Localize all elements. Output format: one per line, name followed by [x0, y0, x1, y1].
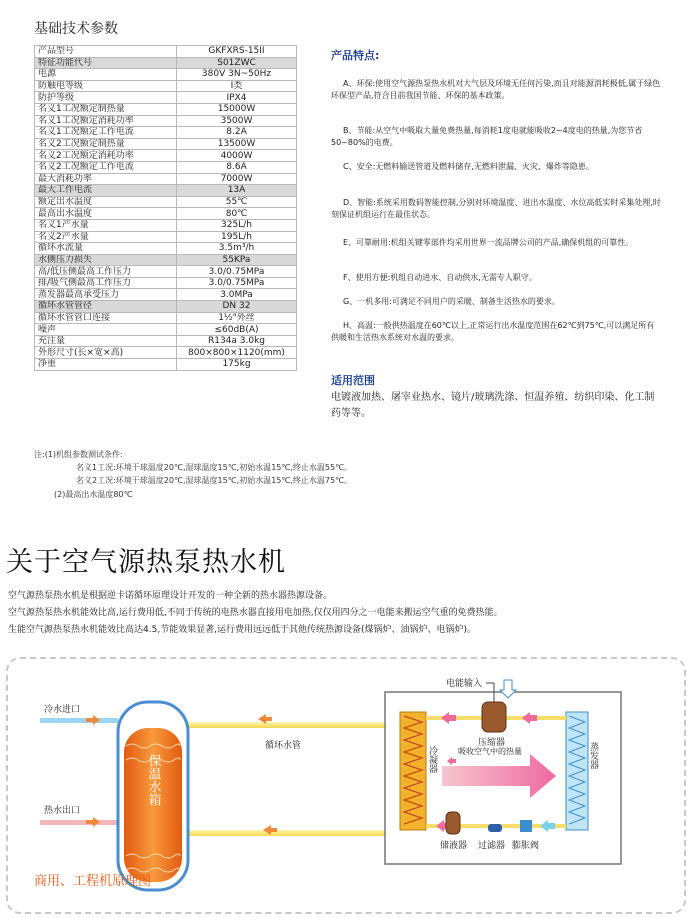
spec-row: [35, 312, 297, 324]
feature-e: E、可靠耐用:机组关键零部件均采用世界一流品牌公司的产品,确保机组的可靠性。: [343, 238, 634, 247]
spec-row: [35, 57, 297, 69]
spec-row: [35, 46, 297, 58]
spec-value: 8.6A: [177, 161, 297, 173]
spec-label: 名义1工况额定工作电流: [35, 127, 177, 139]
cold-in-arrow: [86, 715, 100, 725]
spec-row: [35, 335, 297, 347]
spec-row: [35, 359, 297, 371]
spec-label: 名义2工况额定消耗功率: [35, 150, 177, 162]
spec-label: 名义1工况额定制热量: [35, 103, 177, 115]
spec-value: 13A: [177, 185, 297, 197]
power-input-label: 电能输入: [446, 679, 483, 689]
feature-c: C、安全:无燃料输送管道及燃料储存,无燃料泄漏、火灾、爆炸等隐患。: [343, 162, 594, 171]
diagram-caption: 商用、工程机原理图: [34, 874, 152, 889]
spec-label: 水侧压力损失: [35, 254, 177, 266]
compressor-label: 压缩器: [478, 738, 506, 748]
spec-label: 名义2工况额定工作电流: [35, 161, 177, 173]
spec-value: 175kg: [177, 359, 297, 371]
spec-value: 3.0MPa: [177, 289, 297, 301]
spec-value: 7000W: [177, 173, 297, 185]
spec-label: 名义2工况额定制热量: [35, 138, 177, 150]
feature-h: H、高温:一般供热温度在60℃以上,正常运行出水温度范围在62℃到75℃,可以满足所有供暖和生活热水系统对水温的要求。: [331, 321, 655, 342]
spec-label: 循环水管管口连接: [35, 312, 177, 324]
spec-label: 外形尺寸(长×宽×高): [35, 347, 177, 359]
application-text: 电镀液加热、屠宰业热水、镜片/玻璃洗涤、恒温养殖、纺织印染、化工制药等等。: [331, 392, 655, 419]
spec-row: [35, 196, 297, 208]
spec-row: [35, 161, 297, 173]
hot-water-pipe: [40, 820, 118, 825]
features-title: 产品特点:: [331, 49, 380, 62]
spec-value: IPX4: [177, 92, 297, 104]
spec-value: 3.0/0.75MPa: [177, 266, 297, 278]
spec-row: [35, 254, 297, 266]
spec-row: [35, 266, 297, 278]
spec-row: [35, 150, 297, 162]
spec-value: 13500W: [177, 138, 297, 150]
compressor: [482, 702, 506, 732]
spec-label: 名义2产水量: [35, 231, 177, 243]
spec-value: 800×800×1120(mm): [177, 347, 297, 359]
spec-label: 噪声: [35, 324, 177, 336]
spec-value: 80℃: [177, 208, 297, 220]
spec-value: DN 32: [177, 301, 297, 313]
spec-value: 325L/h: [177, 219, 297, 231]
spec-row: [35, 127, 297, 139]
spec-label: 防触电等级: [35, 80, 177, 92]
spec-label: 最高出水温度: [35, 208, 177, 220]
spec-label: 额定出水温度: [35, 196, 177, 208]
filter-label: 过滤器: [478, 841, 506, 851]
air-heat-label: 吸收空气中的热量: [458, 747, 522, 756]
spec-label: 循环水流量: [35, 243, 177, 255]
spec-value: 8.2A: [177, 127, 297, 139]
spec-label: 净重: [35, 359, 177, 371]
feature-a: A、环保:使用空气源热泵热水机对大气层及环境无任何污染,而且对能源消耗极低,属于绿色环保型产品,符合目前我国节能、环保的基本政策。: [331, 79, 661, 100]
spec-row: [35, 185, 297, 197]
note-line-3: 名义2工况:环境干球温度20℃,湿球温度15℃,初始水温15℃,终止水温75℃。: [76, 476, 353, 485]
cold-water-inlet-label: 冷水进口: [44, 705, 81, 715]
spec-row: [35, 138, 297, 150]
evaporator-label: 蒸发器: [588, 742, 598, 769]
spec-value: ≤60dB(A): [177, 324, 297, 336]
spec-value: 195L/h: [177, 231, 297, 243]
note-line-2: 名义1工况:环境干球温度20℃,湿球温度15℃,初始水温15℃,终止水温55℃。: [76, 463, 353, 472]
spec-row: [35, 231, 297, 243]
spec-value: I类: [177, 80, 297, 92]
spec-value: 1½"外丝: [177, 312, 297, 324]
spec-value: 55KPa: [177, 254, 297, 266]
expansion-valve-label: 膨胀阀: [512, 841, 540, 851]
spec-row: [35, 80, 297, 92]
spec-label: 蒸发器最高承受压力: [35, 289, 177, 301]
feature-b: B、节能:从空气中吸取大量免费热量,每消耗1度电就能吸收2~4度电的热量,为您节省50~80%的电费。: [331, 126, 643, 147]
spec-label: 特征功能代号: [35, 57, 177, 69]
spec-table: [34, 45, 297, 371]
spec-row: [35, 277, 297, 289]
spec-value: 15000W: [177, 103, 297, 115]
about-title: 关于空气源热泵热水机: [6, 547, 286, 578]
hot-water-outlet-label: 热水出口: [44, 806, 81, 816]
spec-value: GKFXRS-15II: [177, 46, 297, 58]
spec-label: 高/低压侧最高工作压力: [35, 266, 177, 278]
spec-value: R134a 3.0kg: [177, 335, 297, 347]
spec-row: [35, 69, 297, 81]
note-line-1: 注:(1)机组参数测试条件:: [34, 450, 123, 459]
spec-row: [35, 115, 297, 127]
spec-label: 循环水管管径: [35, 301, 177, 313]
spec-label: 最大消耗功率: [35, 173, 177, 185]
spec-label: 防护等级: [35, 92, 177, 104]
spec-value: S01ZWC: [177, 57, 297, 69]
spec-label: 排/吸气侧最高工作压力: [35, 277, 177, 289]
spec-label: 名义1产水量: [35, 219, 177, 231]
spec-label: 最大工作电流: [35, 185, 177, 197]
spec-row: [35, 173, 297, 185]
about-line-1: 空气源热泵热水机是根据逆卡诺循环原理设计开发的一种全新的热水器热源设备。: [8, 591, 333, 601]
note-line-4: (2)最高出水温度80℃: [54, 490, 133, 499]
spec-title: 基础技术参数: [34, 21, 118, 37]
spec-row: [35, 347, 297, 359]
spec-value: 3.5m³/h: [177, 243, 297, 255]
spec-row: [35, 289, 297, 301]
spec-row: [35, 103, 297, 115]
spec-value: 55℃: [177, 196, 297, 208]
spec-label: 充注量: [35, 335, 177, 347]
spec-row: [35, 208, 297, 220]
spec-row: [35, 301, 297, 313]
tank-label: 保温水箱: [145, 754, 161, 806]
spec-row: [35, 219, 297, 231]
hot-out-arrow: [86, 817, 100, 827]
feature-f: F、使用方便:机组自动进水、自动供水,无需专人职守。: [343, 273, 537, 282]
about-line-3: 生能空气源热泵热水机能效比高达4.5,节能效果显著,运行费用远远低于其他传统热源设备(煤锅炉、油锅炉、电锅炉)。: [8, 625, 477, 635]
feature-g: G、一机多用:可满足不同用户的采暖、制备生活热水的要求。: [343, 297, 560, 306]
principle-diagram: [0, 650, 689, 918]
condenser-label: 冷凝器: [427, 746, 437, 773]
spec-row: [35, 92, 297, 104]
filter: [488, 824, 502, 832]
application-title: 适用范围: [331, 374, 375, 387]
expansion-valve: [520, 820, 532, 832]
receiver: [446, 812, 460, 834]
cold-water-pipe: [40, 718, 118, 723]
about-line-2: 空气源热泵热水机能效比高,运行费用低,不同于传统的电热水器直接用电加热,仅仅用四分之一电能来搬运空气重的免费热能。: [8, 608, 503, 618]
spec-value: 4000W: [177, 150, 297, 162]
circulation-pipe-label: 循环水管: [265, 741, 302, 751]
spec-label: 产品型号: [35, 46, 177, 58]
spec-row: [35, 243, 297, 255]
feature-d: D、智能:系统采用数码智能控制,分别对环境温度、进出水温度、水位高低实时采集处理,时刻保证机组运行在最佳状态。: [331, 198, 661, 219]
spec-value: 3.0/0.75MPa: [177, 277, 297, 289]
spec-value: 380V 3N~50Hz: [177, 69, 297, 81]
receiver-label: 储液器: [440, 841, 468, 851]
spec-label: 电源: [35, 69, 177, 81]
spec-value: 3500W: [177, 115, 297, 127]
spec-row: [35, 324, 297, 336]
spec-label: 名义1工况额定消耗功率: [35, 115, 177, 127]
